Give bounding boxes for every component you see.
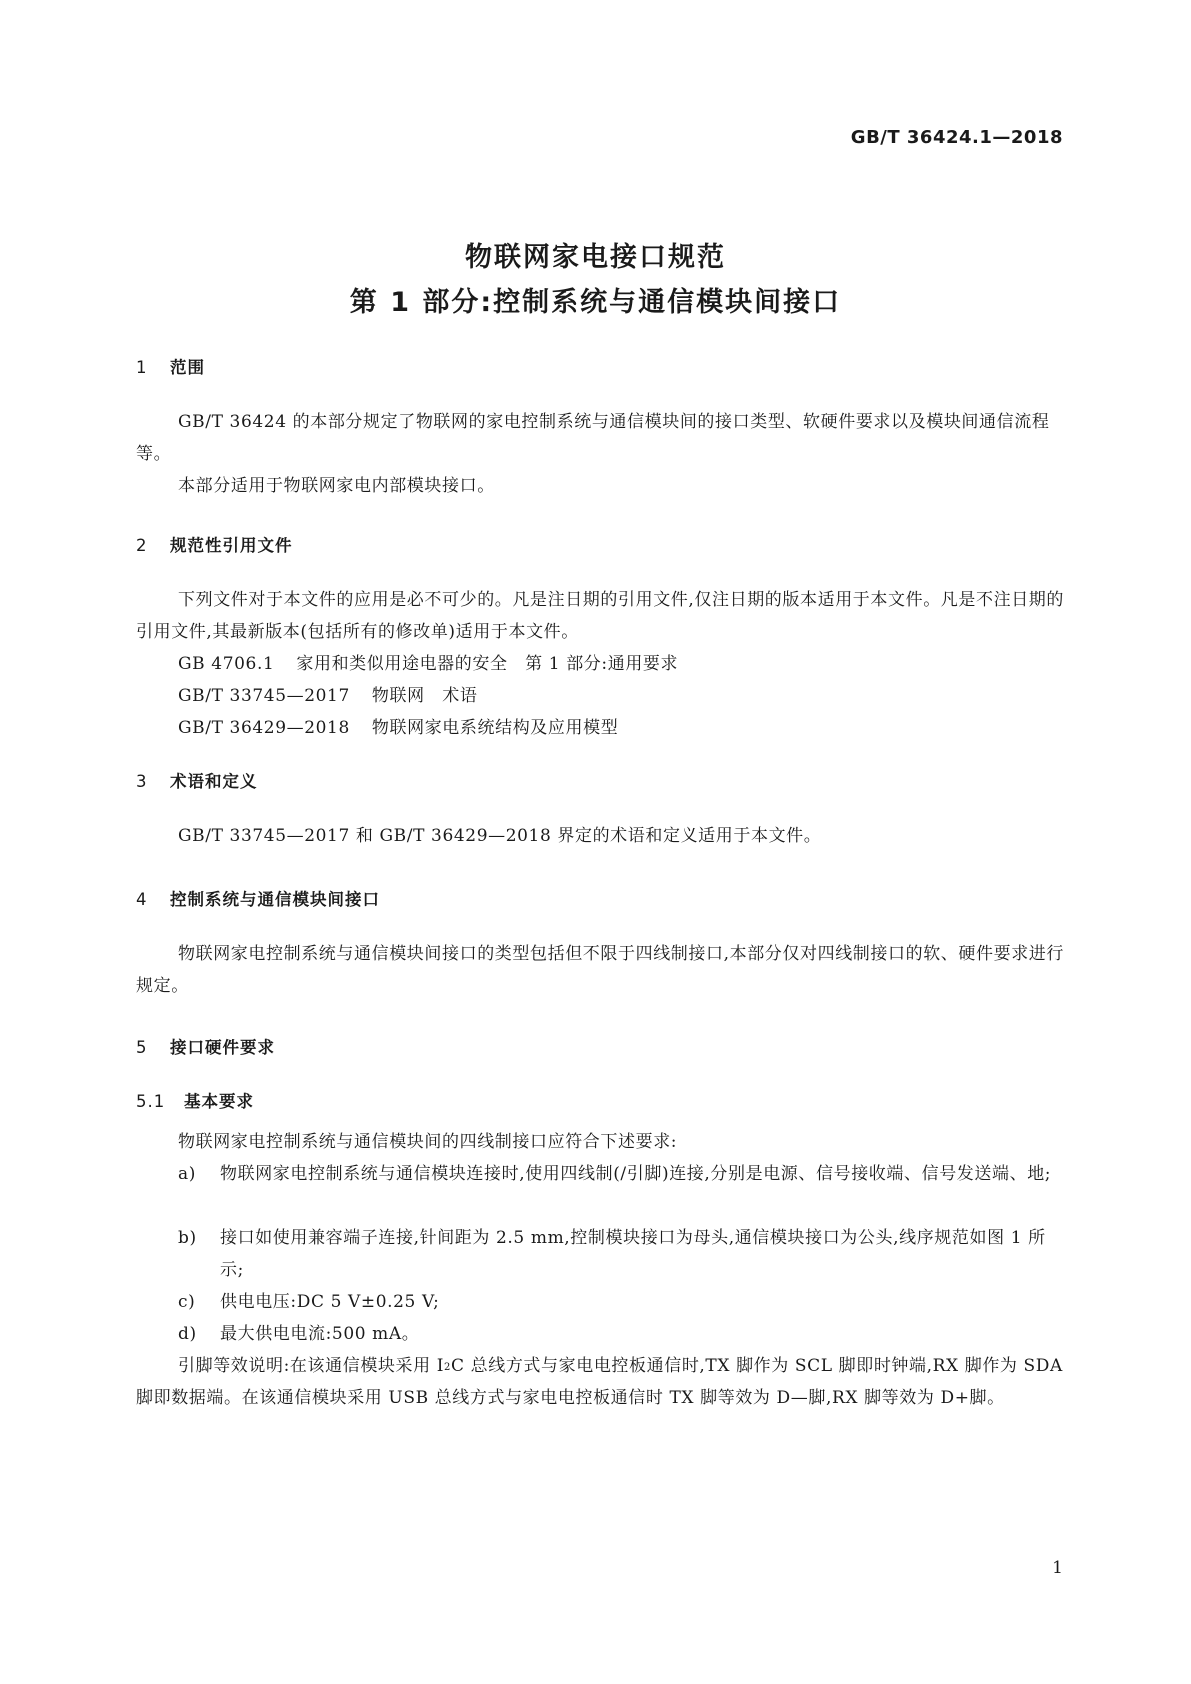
section-4-paragraph-1: 物联网家电控制系统与通信模块间接口的类型包括但不限于四线制接口,本部分仅对四线制接口的软、硬件要求进行规定。: [136, 944, 1065, 996]
section-5-1-intro: 物联网家电控制系统与通信模块间的四线制接口应符合下述要求:: [178, 1132, 678, 1152]
note-text-end: C 总线方式与家电电控板通信时,TX 脚作为 SCL 脚即时钟端,RX 脚作为 SDA 脚即数据端。在该通信模块采用 USB 总线方式与家电电控板通信时 TX 脚等效为 D—脚,RX 脚等效为 D+脚。: [136, 1356, 1063, 1408]
document-title: 物联网家电接口规范: [465, 242, 726, 273]
section-5-heading: [136, 1034, 275, 1058]
section-3-heading: [136, 768, 258, 792]
section-2-paragraph-1: 下列文件对于本文件的应用是必不可少的。凡是注日期的引用文件,仅注日期的版本适用于本文件。凡是不注日期的引用文件,其最新版本(包括所有的修改单)适用于本文件。: [136, 590, 1065, 642]
document-subtitle: 第 1 部分:控制系统与通信模块间接口: [349, 287, 842, 318]
reference-code: GB/T 36429—2018: [178, 718, 350, 738]
standard-number: GB/T 36424.1—2018: [850, 127, 1063, 148]
page-number: 1: [1052, 1558, 1063, 1578]
section-number: 5.1: [136, 1092, 166, 1111]
list-text: 物联网家电控制系统与通信模块连接时,使用四线制(/引脚)连接,分别是电源、信号接收端、信号发送端、地;: [220, 1164, 1052, 1184]
section-1-paragraph-2: 本部分适用于物联网家电内部模块接口。: [178, 476, 495, 496]
list-item: [178, 1222, 1068, 1286]
reference-title: 物联网家电系统结构及应用模型: [371, 718, 619, 738]
section-1-heading: [136, 354, 205, 378]
reference-code: GB/T 33745—2017: [178, 686, 350, 706]
reference-title: 家用和类似用途电器的安全 第 1 部分:通用要求: [296, 654, 679, 674]
list-text: 接口如使用兼容端子连接,针间距为 2.5 mm,控制模块接口为母头,通信模块接口为公头,线序规范如图 1 所示;: [220, 1228, 1046, 1280]
reference-code: GB 4706.1: [178, 654, 275, 674]
section-title: 规范性引用文件: [170, 536, 293, 555]
section-2-heading: [136, 532, 293, 556]
section-3-paragraph-1: GB/T 33745—2017 和 GB/T 36429—2018 界定的术语和定义适用于本文件。: [178, 826, 822, 846]
list-item: [178, 1318, 1068, 1350]
section-number: 2: [136, 536, 148, 555]
reference-item: [178, 680, 478, 712]
section-number: 5: [136, 1038, 148, 1057]
list-text: 供电电压:DC 5 V±0.25 V;: [220, 1292, 440, 1312]
reference-item: [178, 648, 678, 680]
section-number: 3: [136, 772, 148, 791]
section-title: 基本要求: [184, 1092, 254, 1111]
section-title: 控制系统与通信模块间接口: [170, 890, 380, 909]
section-number: 4: [136, 890, 148, 909]
list-item: [178, 1286, 1068, 1318]
list-marker: a): [178, 1164, 196, 1184]
list-marker: d): [178, 1324, 197, 1344]
section-1-paragraph-1: GB/T 36424 的本部分规定了物联网的家电控制系统与通信模块间的接口类型、软硬件要求以及模块间通信流程等。: [136, 412, 1050, 464]
section-title: 范围: [170, 358, 205, 377]
list-text: 最大供电电流:500 mA。: [220, 1324, 420, 1344]
list-marker: b): [178, 1228, 197, 1248]
reference-title: 物联网 术语: [371, 686, 478, 706]
list-marker: c): [178, 1292, 196, 1312]
section-title: 术语和定义: [170, 772, 258, 791]
list-item: [178, 1158, 1068, 1190]
section-title: 接口硬件要求: [170, 1038, 275, 1057]
section-5-1-heading: [136, 1088, 254, 1112]
section-number: 1: [136, 358, 148, 377]
note-text-start: 引脚等效说明:在该通信模块采用 I: [178, 1356, 445, 1376]
section-4-heading: [136, 886, 380, 910]
reference-item: [178, 712, 618, 744]
pin-equivalence-note: [136, 1350, 1068, 1414]
superscript: 2: [444, 1362, 452, 1373]
